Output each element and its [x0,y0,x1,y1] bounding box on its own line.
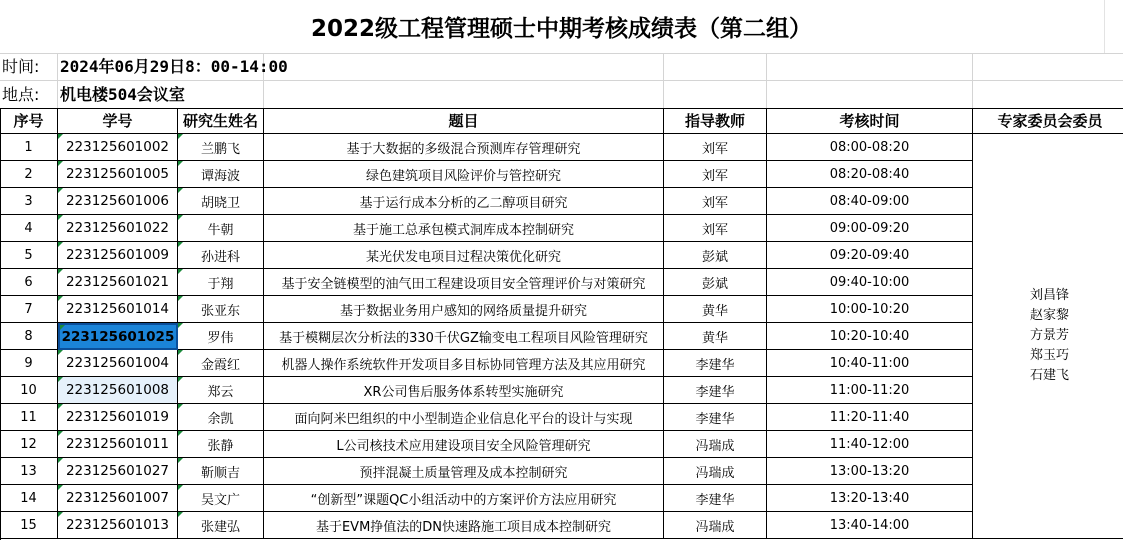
place-value[interactable]: 机电楼504会议室 [60,85,185,104]
row-name[interactable] [178,377,264,404]
row-seq-text: 2 [24,166,33,182]
row-time-text: 13:20-13:40 [829,490,910,506]
row-advisor-text: 刘军 [701,141,728,157]
row-seq[interactable] [0,188,58,215]
row-time[interactable] [767,134,973,161]
row-advisor[interactable] [664,431,767,458]
number-as-text-marker [58,215,63,220]
row-name-text: 胡晓卫 [200,195,240,211]
row-seq[interactable] [0,350,58,377]
row-seq-text: 3 [24,193,33,209]
row-student-id[interactable] [58,404,178,431]
row-student-id-text: 223125601007 [65,490,170,506]
number-as-text-marker [58,350,63,355]
row-advisor[interactable] [664,161,767,188]
row-time-text: 09:00-09:20 [829,220,910,236]
row-name-text: 吴文广 [200,492,240,508]
row-time-text: 10:20-10:40 [829,328,910,344]
number-as-text-marker [58,377,63,382]
row-topic[interactable] [264,323,664,350]
row-time-text: 13:00-13:20 [829,463,910,479]
row-topic[interactable] [264,134,664,161]
row-student-id-text: 223125601025 [61,328,175,345]
header-advisor[interactable]: 指导教师 [664,108,767,134]
number-as-text-marker [178,269,183,274]
row-student-id-text: 223125601013 [65,517,170,533]
row-topic-text: 基于数据业务用户感知的网络质量提升研究 [339,303,587,319]
row-topic[interactable] [264,458,664,485]
number-as-text-marker [178,188,183,193]
row-advisor-text: 彭斌 [701,276,728,292]
number-as-text-marker [178,485,183,490]
number-as-text-marker [178,215,183,220]
row-student-id[interactable] [58,485,178,512]
row-student-id[interactable] [58,512,178,539]
row-seq[interactable] [0,377,58,404]
row-time-text: 11:40-12:00 [829,436,910,452]
row-time-text: 09:40-10:00 [829,274,910,290]
row-advisor-text: 李建华 [695,357,735,373]
row-student-id[interactable] [58,161,178,188]
row-seq[interactable] [0,134,58,161]
row-student-id[interactable] [58,134,178,161]
number-as-text-marker [178,404,183,409]
row-student-id-text: 223125601004 [65,355,170,371]
row-seq[interactable] [0,512,58,539]
expert-name: 刘昌锋 [1029,288,1069,303]
row-seq-text: 9 [24,355,33,371]
row-time[interactable] [767,161,973,188]
row-name-text: 兰鹏飞 [200,141,240,157]
time-label: 时间: [2,57,40,76]
row-student-id-text: 223125601022 [65,220,170,236]
number-as-text-marker [58,188,63,193]
row-time-text: 10:40-11:00 [829,355,910,371]
row-student-id[interactable] [58,431,178,458]
row-advisor[interactable] [664,350,767,377]
row-name[interactable] [178,323,264,350]
row-name[interactable] [178,512,264,539]
row-student-id[interactable] [58,296,178,323]
row-student-id-text: 223125601002 [65,139,170,155]
row-name[interactable] [178,350,264,377]
row-seq[interactable] [0,296,58,323]
row-advisor-text: 李建华 [695,411,735,427]
expert-name: 郑玉巧 [1029,348,1069,363]
number-as-text-marker [178,323,183,328]
number-as-text-marker [58,134,63,139]
experts-cell[interactable] [972,134,1123,539]
number-as-text-marker [60,325,65,330]
row-time[interactable] [767,269,973,296]
row-seq[interactable] [0,269,58,296]
row-topic[interactable] [264,242,664,269]
time-row [0,53,1123,81]
row-time-text: 11:00-11:20 [829,382,910,398]
row-topic-text: 预拌混凝土质量管理及成本控制研究 [359,465,568,481]
row-advisor[interactable] [664,215,767,242]
row-student-id-text: 223125601019 [65,409,170,425]
row-topic[interactable] [264,296,664,323]
row-time-text: 08:40-09:00 [829,193,910,209]
row-student-id-text: 223125601008 [65,382,170,398]
row-name-text: 金霞红 [200,357,240,373]
row-topic-text: 基于EVM挣值法的DN快速路施工项目成本控制研究 [315,519,612,535]
row-student-id[interactable] [58,269,178,296]
row-name-text: 于翔 [207,276,234,292]
row-student-id-text: 223125601011 [65,436,170,452]
row-seq[interactable] [0,161,58,188]
expert-name: 赵家黎 [1029,308,1069,323]
row-seq[interactable] [0,431,58,458]
place-row [0,81,1123,109]
row-advisor-text: 黄华 [701,330,728,346]
number-as-text-marker [58,269,63,274]
time-value[interactable]: 2024年06月29日8：00-14:00 [60,57,288,76]
header-student-id[interactable]: 学号 [58,108,178,134]
row-seq[interactable] [0,242,58,269]
row-name[interactable] [178,161,264,188]
row-topic[interactable] [264,431,664,458]
selected-cell[interactable] [58,323,178,350]
number-as-text-marker [178,242,183,247]
row-student-id[interactable] [58,215,178,242]
number-as-text-marker [178,296,183,301]
row-name-text: 靳顺吉 [200,465,240,481]
row-time[interactable] [767,485,973,512]
row-time-text: 10:00-10:20 [829,301,910,317]
experts-list [1030,286,1069,386]
row-advisor[interactable] [664,485,767,512]
row-advisor-text: 彭斌 [701,249,728,265]
expert-name: 方景芳 [1029,328,1069,343]
row-time-text: 11:20-11:40 [829,409,910,425]
row-topic[interactable] [264,485,664,512]
row-seq[interactable] [0,458,58,485]
row-topic-text: “创新型”课题QC小组活动中的方案评价方法应用研究 [310,492,617,508]
number-as-text-marker [178,377,183,382]
row-name-text: 余凯 [207,411,234,427]
number-as-text-marker [58,404,63,409]
row-seq-text: 12 [20,436,37,452]
number-as-text-marker [58,242,63,247]
header-seq[interactable]: 序号 [0,108,58,134]
row-topic[interactable] [264,377,664,404]
row-student-id[interactable] [58,350,178,377]
row-time[interactable] [767,431,973,458]
row-topic-text: 基于施工总承包模式洞库成本控制研究 [352,222,574,238]
row-topic-text: 基于模糊层次分析法的330千伏GZ输变电工程项目风险管理研究 [279,330,648,346]
row-student-id[interactable] [58,458,178,485]
row-name-text: 张亚东 [200,303,240,319]
row-advisor-text: 冯瑞成 [695,519,735,535]
row-topic-text: 面向阿米巴组织的中小型制造企业信息化平台的设计与实现 [294,411,633,427]
sheet-title: 2022级工程管理硕士中期考核成绩表（第二组） [0,0,1123,54]
row-advisor-text: 李建华 [695,492,735,508]
row-name[interactable] [178,242,264,269]
gridline [1104,0,1105,53]
row-advisor[interactable] [664,323,767,350]
row-seq-text: 6 [24,274,33,290]
row-topic-text: XR公司售后服务体系转型实施研究 [363,384,564,400]
header-topic[interactable]: 题目 [264,108,664,134]
number-as-text-marker [178,350,183,355]
row-name[interactable] [178,215,264,242]
row-time[interactable] [767,242,973,269]
number-as-text-marker [58,296,63,301]
expert-name: 石建飞 [1029,368,1069,383]
row-topic-text: 机器人操作系统软件开发项目多目标协同管理方法及其应用研究 [281,357,646,373]
row-time[interactable] [767,350,973,377]
row-seq-text: 1 [24,139,33,155]
row-seq-text: 7 [24,301,33,317]
row-seq-text: 10 [20,382,37,398]
row-seq-text: 4 [24,220,33,236]
row-name[interactable] [178,296,264,323]
row-topic[interactable] [264,269,664,296]
row-student-id[interactable] [58,377,178,404]
row-seq-text: 8 [24,328,33,344]
row-time[interactable] [767,323,973,350]
number-as-text-marker [58,161,63,166]
row-advisor[interactable] [664,377,767,404]
row-topic[interactable] [264,350,664,377]
number-as-text-marker [178,458,183,463]
row-advisor-text: 刘军 [701,195,728,211]
row-advisor[interactable] [664,458,767,485]
row-student-id-text: 223125601027 [65,463,170,479]
row-name-text: 罗伟 [207,330,234,346]
row-student-id-text: 223125601005 [65,166,170,182]
row-advisor[interactable] [664,269,767,296]
row-topic-text: 基于运行成本分析的乙二醇项目研究 [359,195,568,211]
number-as-text-marker [58,512,63,517]
number-as-text-marker [178,512,183,517]
row-time[interactable] [767,215,973,242]
number-as-text-marker [58,431,63,436]
place-label: 地点: [2,85,40,104]
row-advisor-text: 冯瑞成 [695,465,735,481]
row-advisor[interactable] [664,404,767,431]
row-name[interactable] [178,404,264,431]
row-advisor-text: 李建华 [695,384,735,400]
number-as-text-marker [178,134,183,139]
row-name[interactable] [178,458,264,485]
row-advisor-text: 刘军 [701,168,728,184]
row-seq-text: 11 [20,409,37,425]
row-seq-text: 15 [20,517,37,533]
row-topic[interactable] [264,215,664,242]
row-time[interactable] [767,188,973,215]
row-seq[interactable] [0,485,58,512]
row-topic-text: 某光伏发电项目过程决策优化研究 [365,249,561,265]
row-time[interactable] [767,512,973,539]
number-as-text-marker [178,431,183,436]
number-as-text-marker [58,485,63,490]
row-student-id-text: 223125601006 [65,193,170,209]
row-time[interactable] [767,404,973,431]
row-topic-text: 基于大数据的多级混合预测库存管理研究 [346,141,581,157]
row-seq-text: 5 [24,247,33,263]
row-name[interactable] [178,134,264,161]
row-student-id[interactable] [58,188,178,215]
row-name-text: 郑云 [207,384,234,400]
row-advisor-text: 冯瑞成 [695,438,735,454]
row-time-text: 09:20-09:40 [829,247,910,263]
row-time[interactable] [767,458,973,485]
row-name-text: 牛朝 [207,222,234,238]
row-advisor[interactable] [664,512,767,539]
row-name-text: 谭海波 [200,168,240,184]
row-time-text: 08:20-08:40 [829,166,910,182]
row-time-text: 08:00-08:20 [829,139,910,155]
row-time-text: 13:40-14:00 [829,517,910,533]
row-advisor[interactable] [664,188,767,215]
header-experts[interactable]: 专家委员会委员 [973,108,1123,134]
number-as-text-marker [178,161,183,166]
row-advisor[interactable] [664,296,767,323]
row-seq[interactable] [0,215,58,242]
row-student-id-text: 223125601009 [65,247,170,263]
row-topic[interactable] [264,404,664,431]
row-advisor[interactable] [664,242,767,269]
row-advisor[interactable] [664,134,767,161]
row-name-text: 张建弘 [200,519,240,535]
row-name-text: 张静 [207,438,234,454]
header-time[interactable]: 考核时间 [767,108,973,134]
row-seq-text: 13 [20,463,37,479]
row-time[interactable] [767,296,973,323]
row-topic-text: 绿色建筑项目风险评价与管控研究 [365,168,561,184]
row-seq[interactable] [0,323,58,350]
number-as-text-marker [58,458,63,463]
row-seq-text: 14 [20,490,37,506]
row-name[interactable] [178,431,264,458]
row-time[interactable] [767,377,973,404]
row-seq[interactable] [0,404,58,431]
row-student-id[interactable] [58,242,178,269]
row-advisor-text: 黄华 [701,303,728,319]
row-topic[interactable] [264,512,664,539]
row-student-id-text: 223125601021 [65,274,170,290]
row-name[interactable] [178,269,264,296]
row-advisor-text: 刘军 [701,222,728,238]
row-topic[interactable] [264,188,664,215]
row-name[interactable] [178,485,264,512]
row-student-id-text: 223125601014 [65,301,170,317]
row-topic-text: L公司核技术应用建设项目安全风险管理研究 [336,438,591,454]
header-name[interactable]: 研究生姓名 [178,108,264,134]
row-topic-text: 基于安全链模型的油气田工程建设项目安全管理评价与对策研究 [281,276,646,292]
row-topic[interactable] [264,161,664,188]
row-name-text: 孙进科 [200,249,240,265]
row-name[interactable] [178,188,264,215]
